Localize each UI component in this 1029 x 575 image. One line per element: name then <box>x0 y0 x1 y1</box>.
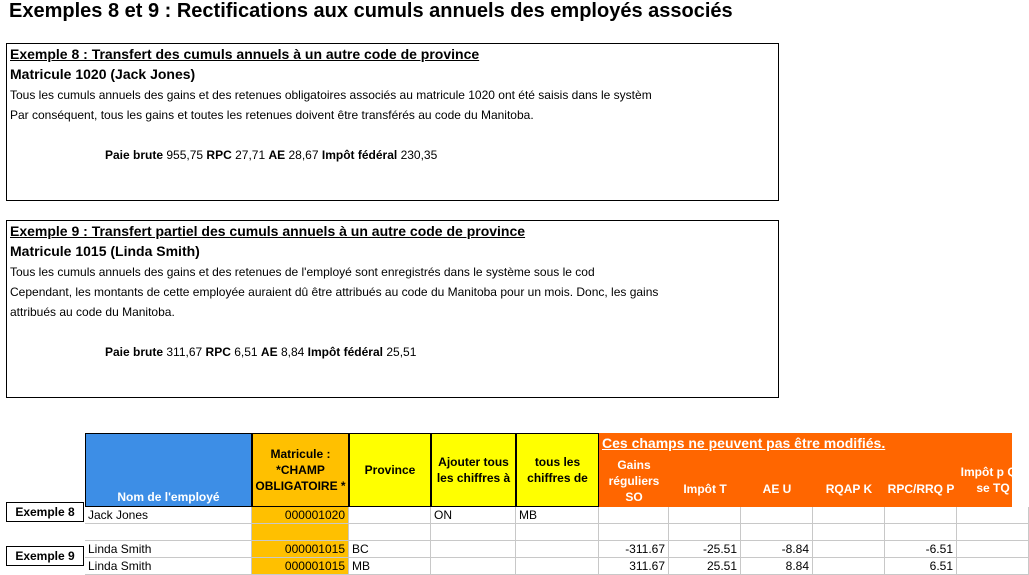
cell-tous[interactable] <box>516 558 599 575</box>
example-8-line-2: Par conséquent, tous les gains et toutes les retenues doivent être transférés au code du Manitoba. <box>10 108 534 122</box>
page-title: Exemples 8 et 9 : Rectifications aux cumuls annuels des employés associés <box>9 0 733 22</box>
cell-tous[interactable]: MB <box>516 507 599 524</box>
cell-matricule[interactable]: 000001015 <box>252 558 349 575</box>
cell-impot[interactable] <box>669 524 741 541</box>
cell-name[interactable]: Linda Smith <box>85 541 252 558</box>
cell-gains[interactable]: -311.67 <box>599 541 669 558</box>
example-9-line-1: Tous les cumuls annuels des gains et des retenues de l'employé sont enregistrés dans le système sous le cod <box>10 265 595 279</box>
example-9-line-2: Cependant, les montants de cette employée auraient dû être attribués au code du Manitoba pour un mois. Donc, les gains <box>10 285 659 299</box>
cell-ajouter[interactable] <box>431 558 516 575</box>
header-rqap: RQAP K <box>825 482 873 496</box>
sum-ae-label: AE <box>260 345 278 359</box>
sum-rpc-value: 6,51 <box>234 345 258 359</box>
header-gains-reguliers: Gains réguliers SO <box>608 458 660 504</box>
sum-ae-value: 28,67 <box>288 148 319 162</box>
sum-paie-label: Paie brute <box>105 148 164 162</box>
cell-ae[interactable]: 8.84 <box>741 558 813 575</box>
cell-impot-qc[interactable] <box>957 507 1029 524</box>
cell-rpc[interactable] <box>885 507 957 524</box>
cell-province[interactable] <box>349 507 431 524</box>
cell-province[interactable]: BC <box>349 541 431 558</box>
cell-ae[interactable] <box>741 507 813 524</box>
cell-impot-qc[interactable] <box>957 524 1029 541</box>
header-employee-name: Nom de l'employé <box>85 433 252 507</box>
sum-rpc-label: RPC <box>206 148 232 162</box>
example-9-label: Exemple 9 <box>6 546 84 566</box>
cell-impot[interactable]: -25.51 <box>669 541 741 558</box>
cell-gains[interactable] <box>599 524 669 541</box>
cell-impot-qc[interactable] <box>957 558 1029 575</box>
cell-rqap[interactable] <box>813 524 885 541</box>
example-8-line-1: Tous les cumuls annuels des gains et des retenues obligatoires associés au matricule 1020 ont été saisis dans le systèm <box>10 88 652 102</box>
cell-matricule[interactable] <box>252 524 349 541</box>
sum-impot-value: 25,51 <box>386 345 417 359</box>
cell-name[interactable]: Jack Jones <box>85 507 252 524</box>
cell-rqap[interactable] <box>813 558 885 575</box>
cell-impot[interactable]: 25.51 <box>669 558 741 575</box>
sum-paie-value: 311,67 <box>166 345 203 359</box>
cell-rpc[interactable]: 6.51 <box>885 558 957 575</box>
sum-ae-label: AE <box>268 148 286 162</box>
header-impot: Impôt T <box>683 482 727 496</box>
header-ajouter: Ajouter tous les chiffres à <box>431 433 516 507</box>
sum-ae-value: 8,84 <box>280 345 305 359</box>
cell-rqap[interactable] <box>813 507 885 524</box>
cell-impot-qc[interactable] <box>957 541 1029 558</box>
cell-rpc[interactable] <box>885 524 957 541</box>
header-ae: AE U <box>762 482 792 496</box>
sum-paie-value: 955,75 <box>166 148 204 162</box>
example-9-summary <box>105 345 416 359</box>
cell-matricule[interactable]: 000001020 <box>252 507 349 524</box>
example-8-summary <box>105 148 437 162</box>
employee-ytd-grid <box>85 433 1026 575</box>
example-8-employee: Matricule 1020 (Jack Jones) <box>10 66 196 82</box>
cell-name[interactable] <box>85 524 252 541</box>
sum-rpc-value: 27,71 <box>235 148 266 162</box>
cell-matricule[interactable]: 000001015 <box>252 541 349 558</box>
header-tous-les-chiffres: tous les chiffres de <box>516 433 599 507</box>
cell-gains[interactable]: 311.67 <box>599 558 669 575</box>
cell-ajouter[interactable] <box>431 524 516 541</box>
example-8-label: Exemple 8 <box>6 502 84 522</box>
cell-rqap[interactable] <box>813 541 885 558</box>
example-9-box <box>6 220 779 398</box>
cell-ajouter[interactable] <box>431 541 516 558</box>
cell-tous[interactable] <box>516 524 599 541</box>
sum-impot-label: Impôt fédéral <box>321 148 398 162</box>
cell-impot[interactable] <box>669 507 741 524</box>
header-province: Province <box>349 433 431 507</box>
cell-tous[interactable] <box>516 541 599 558</box>
cell-province[interactable]: MB <box>349 558 431 575</box>
cell-ajouter[interactable]: ON <box>431 507 516 524</box>
sum-rpc-label: RPC <box>205 345 231 359</box>
example-9-heading: Exemple 9 : Transfert partiel des cumuls annuels à un autre code de province <box>10 223 526 239</box>
header-rpc-rrq: RPC/RRQ P <box>887 482 955 496</box>
cell-ae[interactable] <box>741 524 813 541</box>
header-matricule: Matricule : *CHAMP OBLIGATOIRE * <box>252 433 349 507</box>
cell-province[interactable] <box>349 524 431 541</box>
cell-ae[interactable]: -8.84 <box>741 541 813 558</box>
header-impot-qc: Impôt p QC se TQ <box>960 465 1026 495</box>
sum-impot-value: 230,35 <box>400 148 438 162</box>
example-8-heading: Exemple 8 : Transfert des cumuls annuels à un autre code de province <box>10 46 480 62</box>
example-8-box <box>6 43 779 201</box>
cell-gains[interactable] <box>599 507 669 524</box>
cell-rpc[interactable]: -6.51 <box>885 541 957 558</box>
example-9-employee: Matricule 1015 (Linda Smith) <box>10 243 200 259</box>
cell-name[interactable]: Linda Smith <box>85 558 252 575</box>
example-9-line-3: attribués au code du Manitoba. <box>10 305 175 319</box>
locked-fields-banner: Ces champs ne peuvent pas être modifiés. <box>602 435 886 451</box>
sum-impot-label: Impôt fédéral <box>307 345 383 359</box>
sum-paie-label: Paie brute <box>105 345 164 359</box>
